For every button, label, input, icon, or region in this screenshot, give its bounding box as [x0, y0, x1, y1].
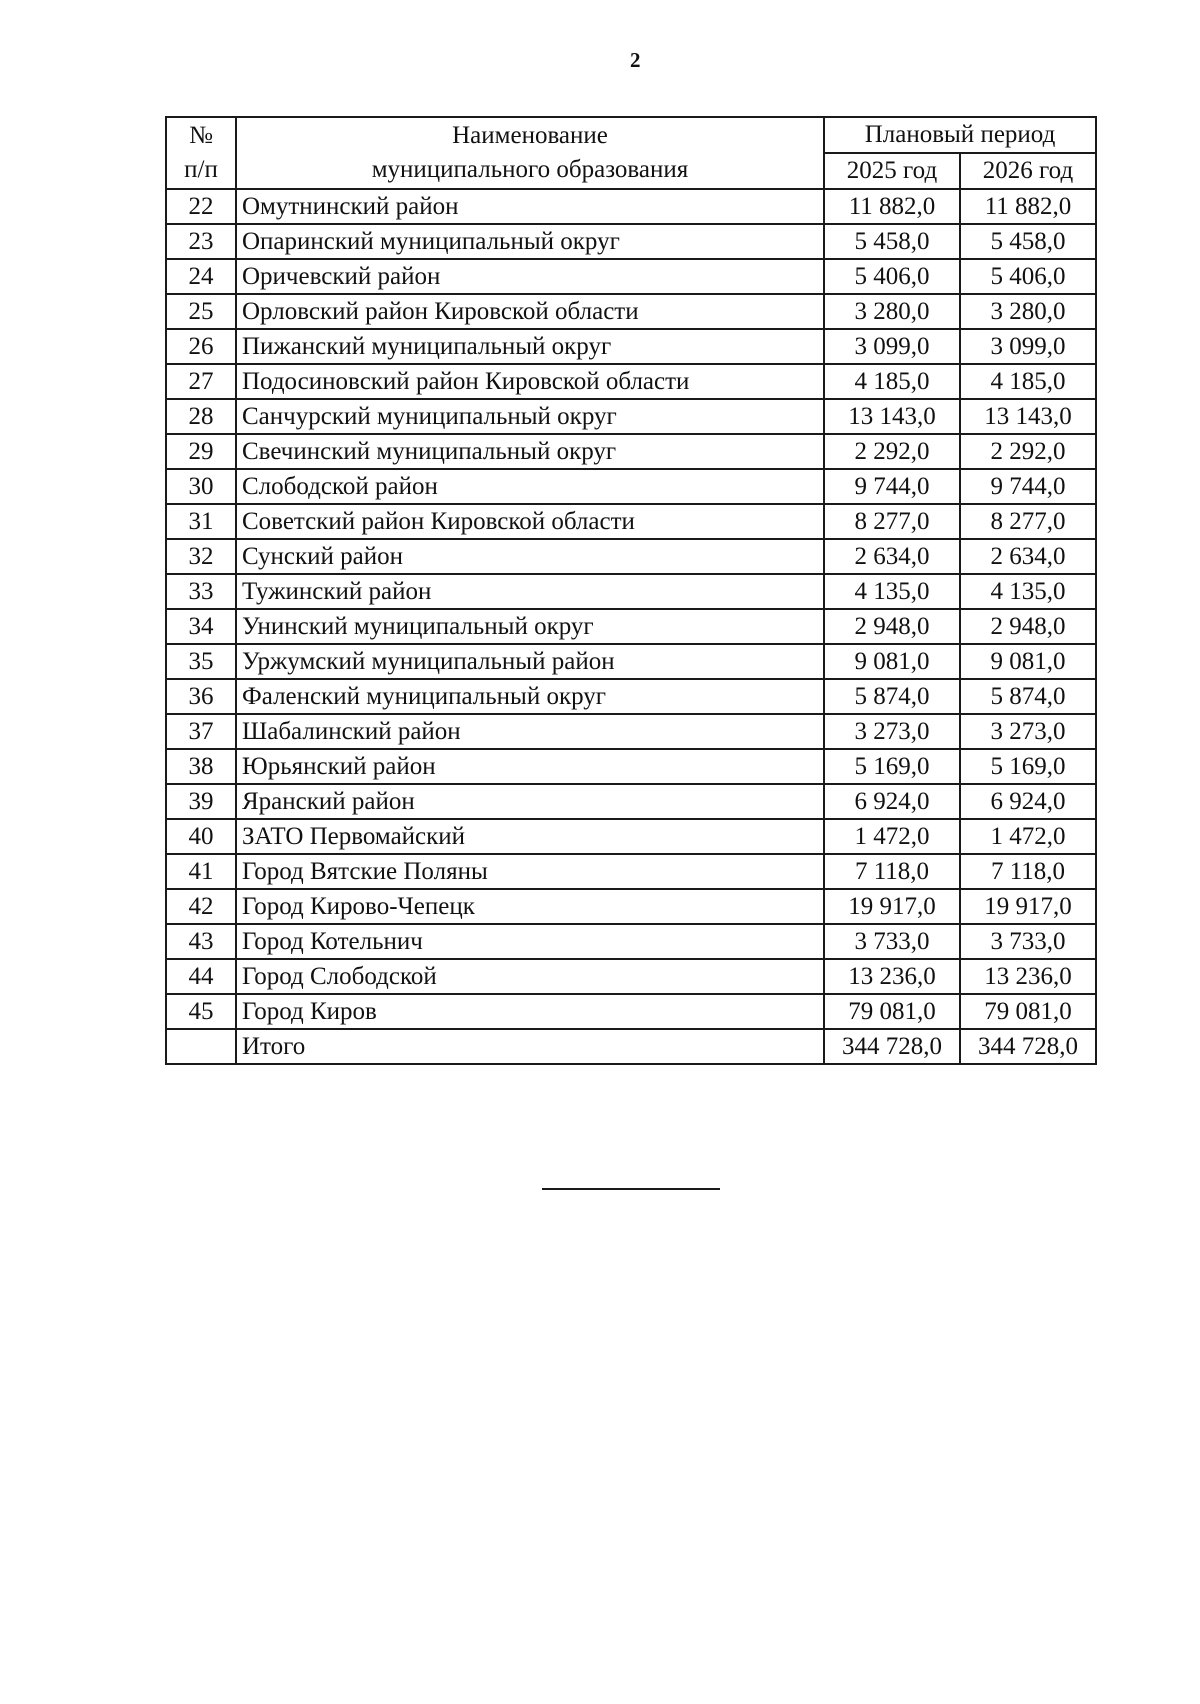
- municipality-name: Пижанский муниципальный округ: [236, 329, 824, 364]
- value-2026: 5 874,0: [960, 679, 1096, 714]
- municipality-name: Советский район Кировской области: [236, 504, 824, 539]
- header-name-line2: муниципального образования: [371, 156, 689, 183]
- row-number: 45: [166, 994, 236, 1029]
- municipality-name: Слободской район: [236, 469, 824, 504]
- table-row: [166, 854, 1096, 889]
- table-row: [166, 504, 1096, 539]
- value-2026: 7 118,0: [960, 854, 1096, 889]
- table-row: [166, 609, 1096, 644]
- table-row: [166, 714, 1096, 749]
- table-row: [166, 189, 1096, 224]
- value-2026: 6 924,0: [960, 784, 1096, 819]
- value-2026: 2 948,0: [960, 609, 1096, 644]
- value-2026: 5 458,0: [960, 224, 1096, 259]
- total-label: Итого: [236, 1029, 824, 1064]
- value-2025: 11 882,0: [824, 189, 960, 224]
- row-number: 37: [166, 714, 236, 749]
- table-row: [166, 259, 1096, 294]
- table-row: [166, 364, 1096, 399]
- header-number-column: [166, 117, 236, 189]
- municipality-name: Фаленский муниципальный округ: [236, 679, 824, 714]
- table-row: [166, 294, 1096, 329]
- table-row: [166, 889, 1096, 924]
- total-number: [166, 1029, 236, 1064]
- row-number: 44: [166, 959, 236, 994]
- table-body: [166, 189, 1096, 1064]
- municipality-name: Уржумский муниципальный район: [236, 644, 824, 679]
- municipality-name: Шабалинский район: [236, 714, 824, 749]
- header-name-column: [236, 117, 824, 189]
- value-2025: 4 135,0: [824, 574, 960, 609]
- value-2025: 13 143,0: [824, 399, 960, 434]
- value-2026: 3 733,0: [960, 924, 1096, 959]
- municipality-name: Яранский район: [236, 784, 824, 819]
- total-row: [166, 1029, 1096, 1064]
- table-row: [166, 819, 1096, 854]
- header-number-line2: п/п: [184, 156, 218, 183]
- row-number: 32: [166, 539, 236, 574]
- allocation-table: [165, 116, 1097, 1065]
- value-2025: 2 292,0: [824, 434, 960, 469]
- value-2025: 13 236,0: [824, 959, 960, 994]
- municipality-name: Опаринский муниципальный округ: [236, 224, 824, 259]
- row-number: 39: [166, 784, 236, 819]
- table-row: [166, 434, 1096, 469]
- row-number: 34: [166, 609, 236, 644]
- value-2025: 5 169,0: [824, 749, 960, 784]
- value-2025: 9 744,0: [824, 469, 960, 504]
- value-2026: 11 882,0: [960, 189, 1096, 224]
- municipality-name: ЗАТО Первомайский: [236, 819, 824, 854]
- value-2025: 1 472,0: [824, 819, 960, 854]
- table-row: [166, 924, 1096, 959]
- header-year-2025: 2025 год: [824, 153, 960, 189]
- table-header: [166, 117, 1096, 189]
- municipality-name: Юрьянский район: [236, 749, 824, 784]
- value-2026: 13 143,0: [960, 399, 1096, 434]
- header-name-line1: Наименование: [452, 122, 608, 149]
- header-planning-period: Плановый период: [824, 117, 1096, 153]
- allocation-table-wrapper: [165, 116, 1095, 1065]
- municipality-name: Город Вятские Поляны: [236, 854, 824, 889]
- value-2026: 79 081,0: [960, 994, 1096, 1029]
- value-2026: 4 135,0: [960, 574, 1096, 609]
- table-row: [166, 329, 1096, 364]
- header-number-line1: №: [189, 122, 213, 149]
- total-2025: 344 728,0: [824, 1029, 960, 1064]
- value-2026: 5 406,0: [960, 259, 1096, 294]
- header-year-2026: 2026 год: [960, 153, 1096, 189]
- value-2025: 4 185,0: [824, 364, 960, 399]
- municipality-name: Оричевский район: [236, 259, 824, 294]
- table-row: [166, 399, 1096, 434]
- row-number: 33: [166, 574, 236, 609]
- municipality-name: Город Слободской: [236, 959, 824, 994]
- municipality-name: Омутнинский район: [236, 189, 824, 224]
- row-number: 23: [166, 224, 236, 259]
- value-2025: 5 458,0: [824, 224, 960, 259]
- value-2025: 19 917,0: [824, 889, 960, 924]
- row-number: 28: [166, 399, 236, 434]
- value-2025: 2 634,0: [824, 539, 960, 574]
- value-2026: 2 292,0: [960, 434, 1096, 469]
- value-2026: 3 099,0: [960, 329, 1096, 364]
- value-2025: 8 277,0: [824, 504, 960, 539]
- value-2026: 3 280,0: [960, 294, 1096, 329]
- total-2026: 344 728,0: [960, 1029, 1096, 1064]
- value-2025: 3 273,0: [824, 714, 960, 749]
- value-2026: 5 169,0: [960, 749, 1096, 784]
- municipality-name: Подосиновский район Кировской области: [236, 364, 824, 399]
- municipality-name: Тужинский район: [236, 574, 824, 609]
- value-2026: 9 744,0: [960, 469, 1096, 504]
- table-row: [166, 679, 1096, 714]
- row-number: 42: [166, 889, 236, 924]
- value-2025: 6 924,0: [824, 784, 960, 819]
- value-2025: 9 081,0: [824, 644, 960, 679]
- municipality-name: Свечинский муниципальный округ: [236, 434, 824, 469]
- value-2025: 7 118,0: [824, 854, 960, 889]
- row-number: 30: [166, 469, 236, 504]
- end-of-document-rule: [542, 1188, 720, 1190]
- municipality-name: Город Кирово-Чепецк: [236, 889, 824, 924]
- value-2026: 2 634,0: [960, 539, 1096, 574]
- municipality-name: Санчурский муниципальный округ: [236, 399, 824, 434]
- row-number: 25: [166, 294, 236, 329]
- row-number: 29: [166, 434, 236, 469]
- value-2025: 2 948,0: [824, 609, 960, 644]
- value-2025: 3 733,0: [824, 924, 960, 959]
- table-row: [166, 644, 1096, 679]
- row-number: 41: [166, 854, 236, 889]
- value-2026: 4 185,0: [960, 364, 1096, 399]
- row-number: 35: [166, 644, 236, 679]
- row-number: 24: [166, 259, 236, 294]
- table-row: [166, 469, 1096, 504]
- table-row: [166, 994, 1096, 1029]
- value-2025: 3 280,0: [824, 294, 960, 329]
- municipality-name: Сунский район: [236, 539, 824, 574]
- table-row: [166, 539, 1096, 574]
- row-number: 43: [166, 924, 236, 959]
- value-2026: 8 277,0: [960, 504, 1096, 539]
- value-2026: 3 273,0: [960, 714, 1096, 749]
- value-2026: 9 081,0: [960, 644, 1096, 679]
- table-row: [166, 574, 1096, 609]
- row-number: 40: [166, 819, 236, 854]
- value-2025: 3 099,0: [824, 329, 960, 364]
- value-2025: 79 081,0: [824, 994, 960, 1029]
- row-number: 22: [166, 189, 236, 224]
- value-2026: 19 917,0: [960, 889, 1096, 924]
- municipality-name: Унинский муниципальный округ: [236, 609, 824, 644]
- table-row: [166, 749, 1096, 784]
- row-number: 27: [166, 364, 236, 399]
- row-number: 26: [166, 329, 236, 364]
- municipality-name: Орловский район Кировской области: [236, 294, 824, 329]
- table-row: [166, 959, 1096, 994]
- value-2026: 1 472,0: [960, 819, 1096, 854]
- row-number: 36: [166, 679, 236, 714]
- municipality-name: Город Киров: [236, 994, 824, 1029]
- value-2025: 5 874,0: [824, 679, 960, 714]
- value-2026: 13 236,0: [960, 959, 1096, 994]
- table-row: [166, 224, 1096, 259]
- table-row: [166, 784, 1096, 819]
- page-number: 2: [630, 48, 641, 72]
- row-number: 38: [166, 749, 236, 784]
- row-number: 31: [166, 504, 236, 539]
- value-2025: 5 406,0: [824, 259, 960, 294]
- municipality-name: Город Котельнич: [236, 924, 824, 959]
